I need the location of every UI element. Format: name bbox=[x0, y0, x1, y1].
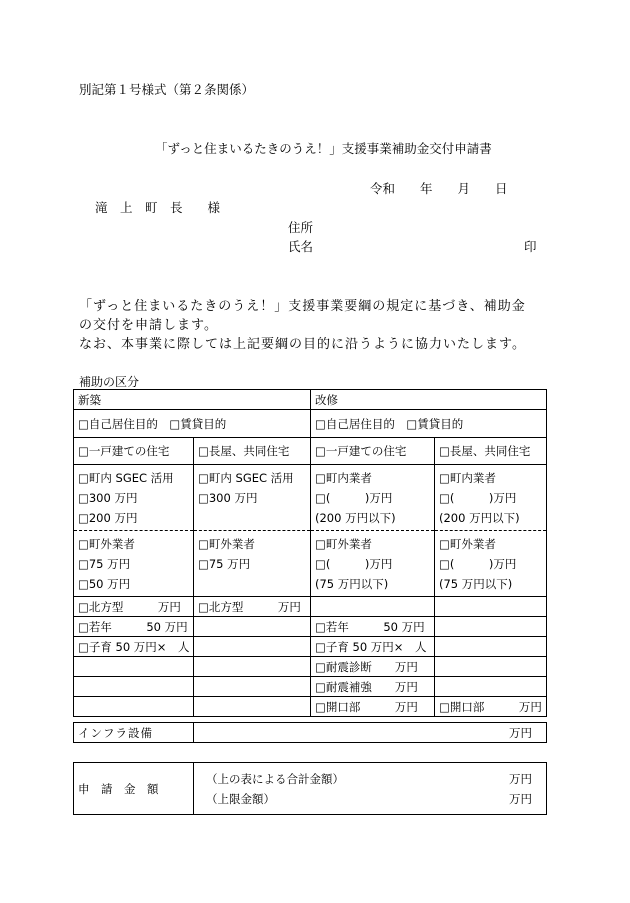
new-apartment-local: □町内 SGEC 活用 □300 万円 bbox=[194, 465, 311, 531]
hokuho-house: □北方型 万円 bbox=[74, 597, 194, 617]
page-title: 「ずっと住まいるたきのうえ！」支援事業補助金交付申請書 bbox=[155, 141, 492, 156]
empty-cell bbox=[311, 597, 435, 617]
purpose-reform: □自己居住目的 □賃貸目的 bbox=[311, 410, 547, 438]
new-house-local: □町内 SGEC 活用 □300 万円 □200 万円 bbox=[74, 465, 194, 531]
date-line: 令和 年 月 日 bbox=[370, 181, 508, 196]
limit-unit: 万円 bbox=[509, 791, 532, 806]
seal-label: 印 bbox=[524, 239, 537, 254]
total-unit: 万円 bbox=[509, 771, 532, 786]
empty-cell bbox=[435, 597, 547, 617]
purpose-new: □自己居住目的 □賃貸目的 bbox=[74, 410, 311, 438]
new-apartment-outside: □町外業者 □75 万円 bbox=[194, 531, 311, 597]
type-apartment-new: □長屋、共同住宅 bbox=[194, 438, 311, 465]
body-line-2: の交付を申請します。 bbox=[79, 318, 218, 333]
type-apartment-reform: □長屋、共同住宅 bbox=[435, 438, 547, 465]
empty-cell bbox=[435, 637, 547, 657]
col-reform-header: 改修 bbox=[311, 390, 547, 410]
hokuho-apartment: □北方型 万円 bbox=[194, 597, 311, 617]
type-house-new: □一戸建ての住宅 bbox=[74, 438, 194, 465]
infra-table bbox=[73, 722, 547, 743]
empty-cell bbox=[74, 657, 194, 677]
empty-cell bbox=[194, 637, 311, 657]
table-caption: 補助の区分 bbox=[79, 375, 140, 389]
empty-cell bbox=[435, 677, 547, 697]
form-number: 別記第１号様式（第２条関係） bbox=[79, 82, 255, 97]
name-label: 氏名 bbox=[288, 239, 314, 254]
quake-reinforce: □耐震補強 万円 bbox=[311, 677, 435, 697]
amount-label: 申 請 金 額 bbox=[74, 763, 194, 815]
empty-cell bbox=[194, 697, 311, 717]
amount-values bbox=[194, 763, 547, 815]
empty-cell bbox=[194, 617, 311, 637]
opening-house: □開口部 万円 bbox=[311, 697, 435, 717]
reform-apartment-local: □町内業者 □( )万円 (200 万円以下) bbox=[435, 465, 547, 531]
body-line-1: 「ずっと住まいるたきのうえ！」支援事業要綱の規定に基づき、補助金 bbox=[79, 299, 526, 314]
child-reform: □子育 50 万円× 人 bbox=[311, 637, 435, 657]
amount-table bbox=[73, 762, 547, 815]
new-house-outside: □町外業者 □75 万円 □50 万円 bbox=[74, 531, 194, 597]
address-label: 住所 bbox=[288, 220, 314, 235]
empty-cell bbox=[194, 657, 311, 677]
reform-house-outside: □町外業者 □( )万円 (75 万円以下) bbox=[311, 531, 435, 597]
infra-unit: 万円 bbox=[194, 723, 547, 743]
col-new-header: 新築 bbox=[74, 390, 311, 410]
addressee: 滝 上 町 長 様 bbox=[95, 200, 221, 215]
opening-apartment: □開口部 万円 bbox=[435, 697, 547, 717]
empty-cell bbox=[74, 697, 194, 717]
child-new: □子育 50 万円× 人 bbox=[74, 637, 194, 657]
empty-cell bbox=[435, 657, 547, 677]
young-reform: □若年 50 万円 bbox=[311, 617, 435, 637]
empty-cell bbox=[74, 677, 194, 697]
young-new: □若年 50 万円 bbox=[74, 617, 194, 637]
total-label: （上の表による合計金額） bbox=[206, 771, 344, 786]
empty-cell bbox=[435, 617, 547, 637]
quake-diagnosis: □耐震診断 万円 bbox=[311, 657, 435, 677]
reform-apartment-outside: □町外業者 □( )万円 (75 万円以下) bbox=[435, 531, 547, 597]
infra-label: インフラ設備 bbox=[74, 723, 194, 743]
reform-house-local: □町内業者 □( )万円 (200 万円以下) bbox=[311, 465, 435, 531]
subsidy-category-table bbox=[73, 389, 547, 717]
type-house-reform: □一戸建ての住宅 bbox=[311, 438, 435, 465]
limit-label: （上限金額） bbox=[206, 791, 275, 806]
empty-cell bbox=[194, 677, 311, 697]
body-line-3: なお、本事業に際しては上記要綱の目的に沿うように協力いたします。 bbox=[79, 337, 526, 352]
